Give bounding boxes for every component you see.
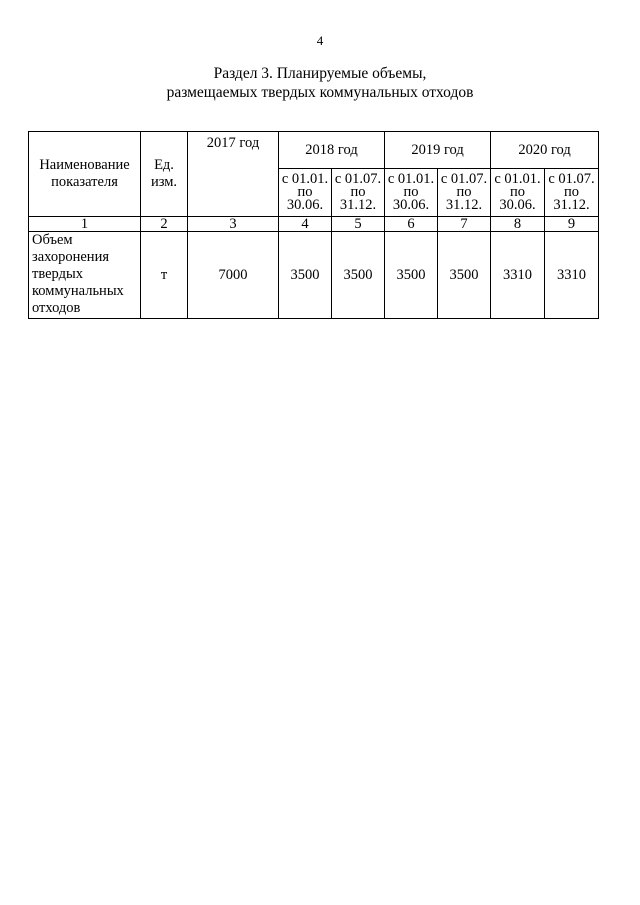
- column-number: 8: [491, 217, 545, 232]
- header-period-second-half: с 01.07. по 31.12.: [545, 169, 599, 217]
- header-year-2019: 2019 год: [385, 132, 491, 169]
- section-title: [0, 64, 640, 102]
- page-number: 4: [316, 33, 324, 48]
- column-number: 3: [188, 217, 279, 232]
- column-number: 5: [332, 217, 385, 232]
- column-number-row: [29, 217, 599, 232]
- value-2019-h2: 3500: [438, 232, 491, 319]
- header-period-second-half: с 01.07. по 31.12.: [332, 169, 385, 217]
- header-unit: Ед. изм.: [141, 132, 188, 217]
- header-period-first-half: с 01.01. по 30.06.: [279, 169, 332, 217]
- value-2018-h1: 3500: [279, 232, 332, 319]
- table-row: [29, 232, 599, 319]
- column-number: 4: [279, 217, 332, 232]
- volumes-table: [28, 131, 599, 319]
- header-year-2018: 2018 год: [279, 132, 385, 169]
- value-2019-h1: 3500: [385, 232, 438, 319]
- header-year-2017: 2017 год: [188, 132, 279, 217]
- row-name: Объем захоронения твердых коммунальных отходов: [29, 232, 141, 319]
- column-number: 6: [385, 217, 438, 232]
- header-name: Наименование показателя: [29, 132, 141, 217]
- header-period-first-half: с 01.01. по 30.06.: [385, 169, 438, 217]
- value-2017: 7000: [188, 232, 279, 319]
- value-2020-h2: 3310: [545, 232, 599, 319]
- value-2020-h1: 3310: [491, 232, 545, 319]
- header-period-first-half: с 01.01. по 30.06.: [491, 169, 545, 217]
- title-line-1: Раздел 3. Планируемые объемы,: [213, 65, 427, 82]
- header-year-2020: 2020 год: [491, 132, 599, 169]
- column-number: 9: [545, 217, 599, 232]
- column-number: 2: [141, 217, 188, 232]
- column-number: 1: [29, 217, 141, 232]
- column-number: 7: [438, 217, 491, 232]
- value-2018-h2: 3500: [332, 232, 385, 319]
- title-line-2: размещаемых твердых коммунальных отходов: [166, 84, 474, 101]
- row-unit: т: [141, 232, 188, 319]
- header-period-second-half: с 01.07. по 31.12.: [438, 169, 491, 217]
